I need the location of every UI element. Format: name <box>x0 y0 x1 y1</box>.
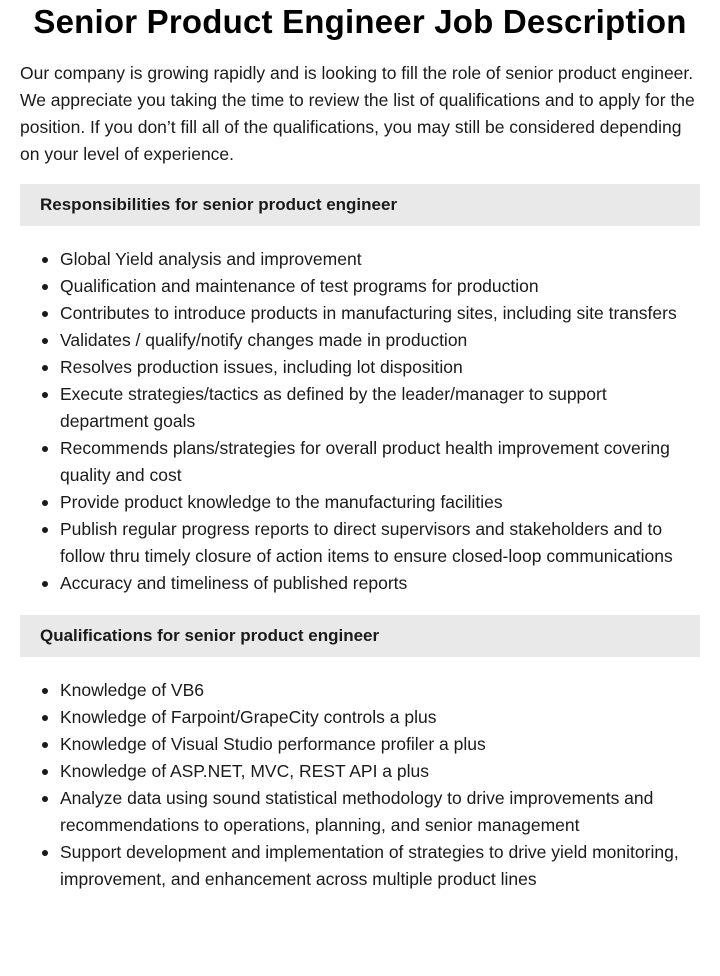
bullet-icon <box>42 500 48 506</box>
list-item-text: Execute strategies/tactics as defined by the leader/manager to support department goals <box>60 384 607 431</box>
list-item-text: Accuracy and timeliness of published reports <box>60 573 408 593</box>
list-item <box>20 758 700 785</box>
list-item <box>20 704 700 731</box>
list-item <box>20 354 700 381</box>
list-item-text: Analyze data using sound statistical methodology to drive improvements and recommendations to operations, planning, and senior management <box>60 788 654 835</box>
list-item-text: Publish regular progress reports to direct supervisors and stakeholders and to follow thru timely closure of action items to ensure closed-loop communications <box>60 519 673 566</box>
list-item <box>20 570 700 597</box>
list-item <box>20 435 700 489</box>
list-item <box>20 381 700 435</box>
bullet-icon <box>42 257 48 263</box>
list-item-text: Contributes to introduce products in manufacturing sites, including site transfers <box>60 303 677 323</box>
list-item <box>20 327 700 354</box>
page-title: Senior Product Engineer Job Description <box>33 3 687 40</box>
list-item-text: Support development and implementation of strategies to drive yield monitoring, improvement, and enhancement across multiple product lines <box>60 842 679 889</box>
list-item-text: Knowledge of Farpoint/GrapeCity controls a plus <box>60 707 437 727</box>
list-item-text: Qualification and maintenance of test programs for production <box>60 276 539 296</box>
bullet-icon <box>42 769 48 775</box>
bullet-icon <box>42 311 48 317</box>
list-item-text: Validates / qualify/notify changes made in production <box>60 330 468 350</box>
qualifications-list <box>20 677 700 893</box>
bullet-icon <box>42 688 48 694</box>
bullet-icon <box>42 365 48 371</box>
list-item <box>20 489 700 516</box>
qualifications-header <box>20 615 700 657</box>
list-item-text: Global Yield analysis and improvement <box>60 249 362 269</box>
bullet-icon <box>42 850 48 856</box>
bullet-icon <box>42 527 48 533</box>
responsibilities-header <box>20 184 700 226</box>
list-item <box>20 246 700 273</box>
bullet-icon <box>42 581 48 587</box>
list-item-text: Resolves production issues, including lot disposition <box>60 357 463 377</box>
bullet-icon <box>42 715 48 721</box>
list-item <box>20 731 700 758</box>
bullet-icon <box>42 742 48 748</box>
list-item <box>20 300 700 327</box>
list-item-text: Knowledge of ASP.NET, MVC, REST API a plus <box>60 761 429 781</box>
list-item-text: Recommends plans/strategies for overall product health improvement covering quality and cost <box>60 438 670 485</box>
bullet-icon <box>42 338 48 344</box>
responsibilities-heading: Responsibilities for senior product engineer <box>40 195 398 214</box>
qualifications-heading: Qualifications for senior product engineer <box>40 626 380 645</box>
bullet-icon <box>42 284 48 290</box>
list-item <box>20 273 700 300</box>
bullet-icon <box>42 796 48 802</box>
bullet-icon <box>42 392 48 398</box>
list-item-text: Provide product knowledge to the manufacturing facilities <box>60 492 503 512</box>
intro-paragraph: Our company is growing rapidly and is looking to fill the role of senior product engineer. We appreciate you taking the time to review the list of qualifications and to apply for the position. If you don’t fill all of the qualifications, you may still be considered depending on your level of experience. <box>20 63 695 164</box>
bullet-icon <box>42 446 48 452</box>
list-item-text: Knowledge of VB6 <box>60 680 204 700</box>
list-item <box>20 516 700 570</box>
list-item <box>20 785 700 839</box>
list-item-text: Knowledge of Visual Studio performance profiler a plus <box>60 734 486 754</box>
list-item <box>20 677 700 704</box>
responsibilities-list <box>20 246 700 597</box>
list-item <box>20 839 700 893</box>
